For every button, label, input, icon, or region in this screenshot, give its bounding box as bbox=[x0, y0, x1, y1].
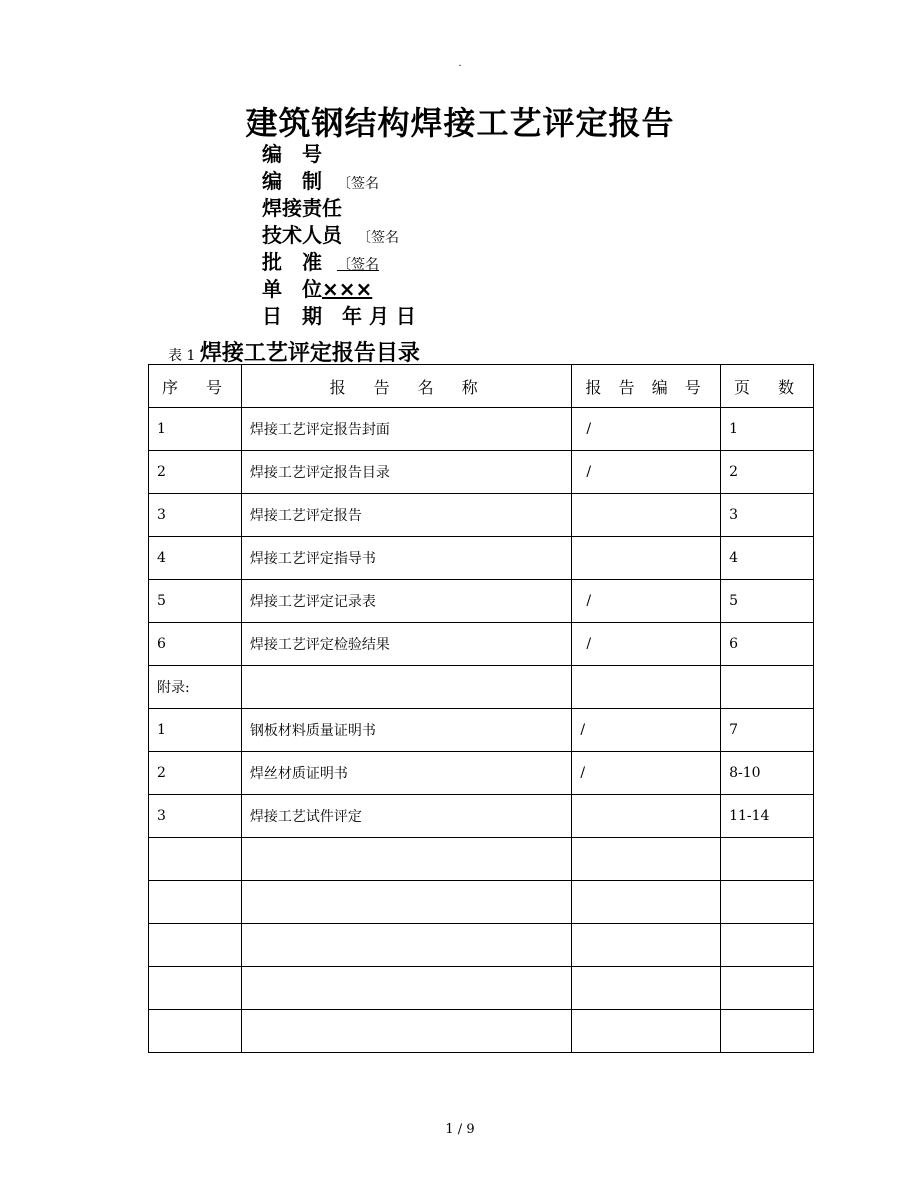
cell-report-number bbox=[572, 967, 721, 1010]
table-row bbox=[149, 494, 814, 537]
table-header-row bbox=[149, 365, 814, 408]
table-row bbox=[149, 881, 814, 924]
info-label: 单 位 bbox=[262, 277, 322, 301]
table-row bbox=[149, 967, 814, 1010]
cell-pages bbox=[721, 838, 814, 881]
cell-report-number: / bbox=[572, 709, 721, 752]
cell-report-number bbox=[572, 666, 721, 709]
info-date bbox=[262, 303, 416, 330]
cell-report-number bbox=[572, 537, 721, 580]
info-tech-staff bbox=[262, 222, 416, 249]
document-title: 建筑钢结构焊接工艺评定报告 bbox=[245, 104, 675, 142]
signature-note: 〔签名 bbox=[336, 257, 379, 273]
info-label: 编 号 bbox=[262, 142, 322, 166]
table-row bbox=[149, 752, 814, 795]
cell-report-number bbox=[572, 1010, 721, 1053]
cell-seq: 6 bbox=[149, 623, 242, 666]
cell-seq bbox=[149, 838, 242, 881]
cell-seq bbox=[149, 1010, 242, 1053]
table-row bbox=[149, 838, 814, 881]
cell-pages: 5 bbox=[721, 580, 814, 623]
cell-pages bbox=[721, 924, 814, 967]
table-row bbox=[149, 709, 814, 752]
cell-pages: 4 bbox=[721, 537, 814, 580]
cell-report-name: 焊接工艺评定检验结果 bbox=[241, 623, 571, 666]
cell-report-name: 焊丝材质证明书 bbox=[241, 752, 571, 795]
cell-report-name bbox=[241, 967, 571, 1010]
header-report-name: 报 告 名 称 bbox=[241, 365, 571, 408]
cell-report-name: 钢板材料质量证明书 bbox=[241, 709, 571, 752]
table-row bbox=[149, 924, 814, 967]
cell-seq: 2 bbox=[149, 752, 242, 795]
report-index-table bbox=[148, 364, 814, 1053]
cell-report-name: 焊接工艺评定报告 bbox=[241, 494, 571, 537]
cell-seq: 4 bbox=[149, 537, 242, 580]
cell-report-name bbox=[241, 881, 571, 924]
info-unit bbox=[262, 276, 416, 303]
cell-pages: 1 bbox=[721, 408, 814, 451]
cell-pages: 8-10 bbox=[721, 752, 814, 795]
cell-seq: 1 bbox=[149, 709, 242, 752]
cell-report-number bbox=[572, 494, 721, 537]
info-label: 焊接责任 bbox=[262, 196, 342, 220]
info-block bbox=[262, 141, 416, 330]
caption-text: 焊接工艺评定报告目录 bbox=[199, 341, 420, 366]
page-number: 1 / 9 bbox=[445, 1122, 475, 1137]
header-seq: 序 号 bbox=[149, 365, 242, 408]
cell-seq: 3 bbox=[149, 494, 242, 537]
cell-pages bbox=[721, 967, 814, 1010]
info-compiled bbox=[262, 168, 416, 195]
cell-pages: 11-14 bbox=[721, 795, 814, 838]
cell-seq bbox=[149, 881, 242, 924]
cell-seq: 1 bbox=[149, 408, 242, 451]
header-report-number: 报 告 编 号 bbox=[572, 365, 721, 408]
cell-pages: 7 bbox=[721, 709, 814, 752]
cell-seq bbox=[149, 967, 242, 1010]
cell-pages: 2 bbox=[721, 451, 814, 494]
cell-report-number: / bbox=[572, 580, 721, 623]
info-number bbox=[262, 141, 416, 168]
unit-value: ××× bbox=[322, 277, 373, 301]
cell-report-number bbox=[572, 795, 721, 838]
table-body bbox=[149, 408, 814, 1053]
info-label: 批 准 bbox=[262, 250, 322, 274]
cell-report-number: / bbox=[572, 408, 721, 451]
table-row bbox=[149, 580, 814, 623]
table-caption bbox=[168, 336, 420, 367]
header-pages: 页 数 bbox=[721, 365, 814, 408]
table-row bbox=[149, 537, 814, 580]
top-mark: . bbox=[458, 58, 462, 69]
cell-pages: 3 bbox=[721, 494, 814, 537]
info-approved bbox=[262, 249, 416, 276]
cell-report-name: 焊接工艺评定指导书 bbox=[241, 537, 571, 580]
signature-note: 〔签名 bbox=[336, 176, 379, 192]
cell-seq: 2 bbox=[149, 451, 242, 494]
cell-pages bbox=[721, 1010, 814, 1053]
cell-report-name bbox=[241, 924, 571, 967]
signature-note: 〔签名 bbox=[356, 230, 399, 246]
table-row bbox=[149, 666, 814, 709]
cell-report-name: 焊接工艺评定记录表 bbox=[241, 580, 571, 623]
cell-report-number bbox=[572, 881, 721, 924]
cell-report-name: 焊接工艺试件评定 bbox=[241, 795, 571, 838]
cell-pages bbox=[721, 881, 814, 924]
cell-report-name bbox=[241, 1010, 571, 1053]
cell-seq bbox=[149, 924, 242, 967]
cell-report-number bbox=[572, 924, 721, 967]
cell-report-number bbox=[572, 838, 721, 881]
info-label: 技术人员 bbox=[262, 223, 342, 247]
cell-report-name: 焊接工艺评定报告目录 bbox=[241, 451, 571, 494]
cell-report-number: / bbox=[572, 451, 721, 494]
cell-seq: 3 bbox=[149, 795, 242, 838]
cell-seq: 附录: bbox=[149, 666, 242, 709]
info-label: 编 制 bbox=[262, 169, 322, 193]
table-row bbox=[149, 795, 814, 838]
caption-prefix: 表 1 bbox=[168, 348, 200, 364]
info-responsible bbox=[262, 195, 416, 222]
table-row bbox=[149, 408, 814, 451]
info-label: 日 期 年 月 日 bbox=[262, 304, 416, 328]
cell-pages bbox=[721, 666, 814, 709]
cell-report-name bbox=[241, 666, 571, 709]
cell-report-number: / bbox=[572, 752, 721, 795]
table-row bbox=[149, 623, 814, 666]
cell-report-name: 焊接工艺评定报告封面 bbox=[241, 408, 571, 451]
table-row bbox=[149, 451, 814, 494]
table-row bbox=[149, 1010, 814, 1053]
cell-report-name bbox=[241, 838, 571, 881]
cell-seq: 5 bbox=[149, 580, 242, 623]
cell-pages: 6 bbox=[721, 623, 814, 666]
cell-report-number: / bbox=[572, 623, 721, 666]
